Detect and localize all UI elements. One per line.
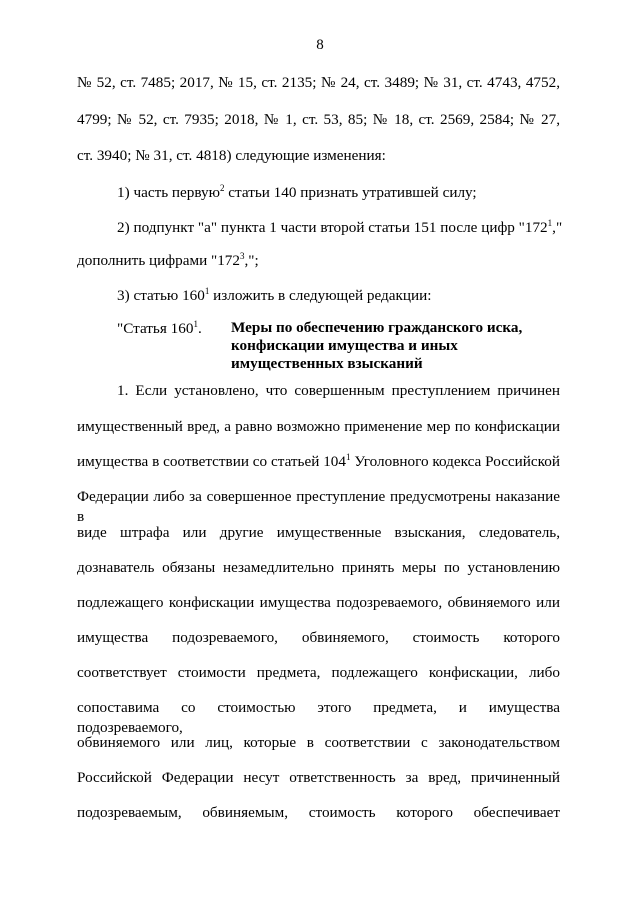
article-title-line: имущественных взысканий — [231, 355, 423, 372]
body-line-1: 1. Если установлено, что совершенным преступлением причинен — [117, 382, 560, 399]
intro-line-3: ст. 3940; № 31, ст. 4818) следующие изменения: — [77, 147, 386, 164]
body-line-6: дознаватель обязаны незамедлительно принять меры по установлению — [77, 559, 560, 576]
body-line-11: обвиняемого или лиц, которые в соответствии с законодательством — [77, 734, 560, 751]
superscript: 1 — [547, 218, 553, 228]
superscript: 1 — [193, 319, 198, 329]
page-number: 8 — [316, 37, 324, 53]
body-line-10: сопоставима со стоимостью этого предмета, и имущества подозреваемого, — [77, 699, 560, 736]
body-line-7: подлежащего конфискации имущества подозреваемого, обвиняемого или — [77, 594, 560, 611]
body-line-3: имущества в соответствии со статьей $104^1$ Уголовного кодекса Российской — [77, 452, 560, 470]
body-line-5: виде штрафа или другие имущественные взыскания, следователь, — [77, 524, 560, 541]
amendment-item-1: 1) часть первую$^2$ статьи 140 признать утратившей силу; — [117, 183, 477, 201]
amendment-item-3: 3) статью $160^1$ изложить в следующей редакции: — [117, 286, 432, 304]
body-line-13: подозреваемым, обвиняемым, стоимость которого обеспечивает — [77, 804, 560, 821]
body-line-2: имущественный вред, а равно возможно применение мер по конфискации — [77, 418, 560, 435]
superscript: 1 — [346, 452, 351, 462]
superscript: 1 — [204, 286, 210, 296]
body-line-12: Российской Федерации несут ответственность за вред, причиненный — [77, 769, 560, 786]
body-line-4: Федерации либо за совершенное преступление предусмотрены наказание в — [77, 488, 560, 525]
article-title-line: конфискации имущества и иных — [231, 337, 458, 354]
intro-line-2: 4799; № 52, ст. 7935; 2018, № 1, ст. 53, 85; № 18, ст. 2569, 2584; № 27, — [77, 111, 560, 128]
superscript: 2 — [219, 183, 225, 193]
article-label: "Статья $160^1$. — [117, 319, 202, 337]
body-line-8: имущества подозреваемого, обвиняемого, стоимость которого — [77, 629, 560, 646]
article-title-line: Меры по обеспечению гражданского иска, — [231, 319, 523, 336]
amendment-item-2: 2) подпункт "а" пункта 1 части второй статьи 151 после цифр "$172^1$," — [117, 218, 563, 236]
body-line-9: соответствует стоимости предмета, подлежащего конфискации, либо — [77, 664, 560, 681]
amendment-item-2-continuation: дополнить цифрами "$172^3$,"; — [77, 251, 259, 269]
article-title — [231, 319, 522, 373]
intro-line-1: № 52, ст. 7485; 2017, № 15, ст. 2135; № 24, ст. 3489; № 31, ст. 4743, 4752, — [77, 74, 560, 91]
superscript: 3 — [239, 251, 245, 261]
